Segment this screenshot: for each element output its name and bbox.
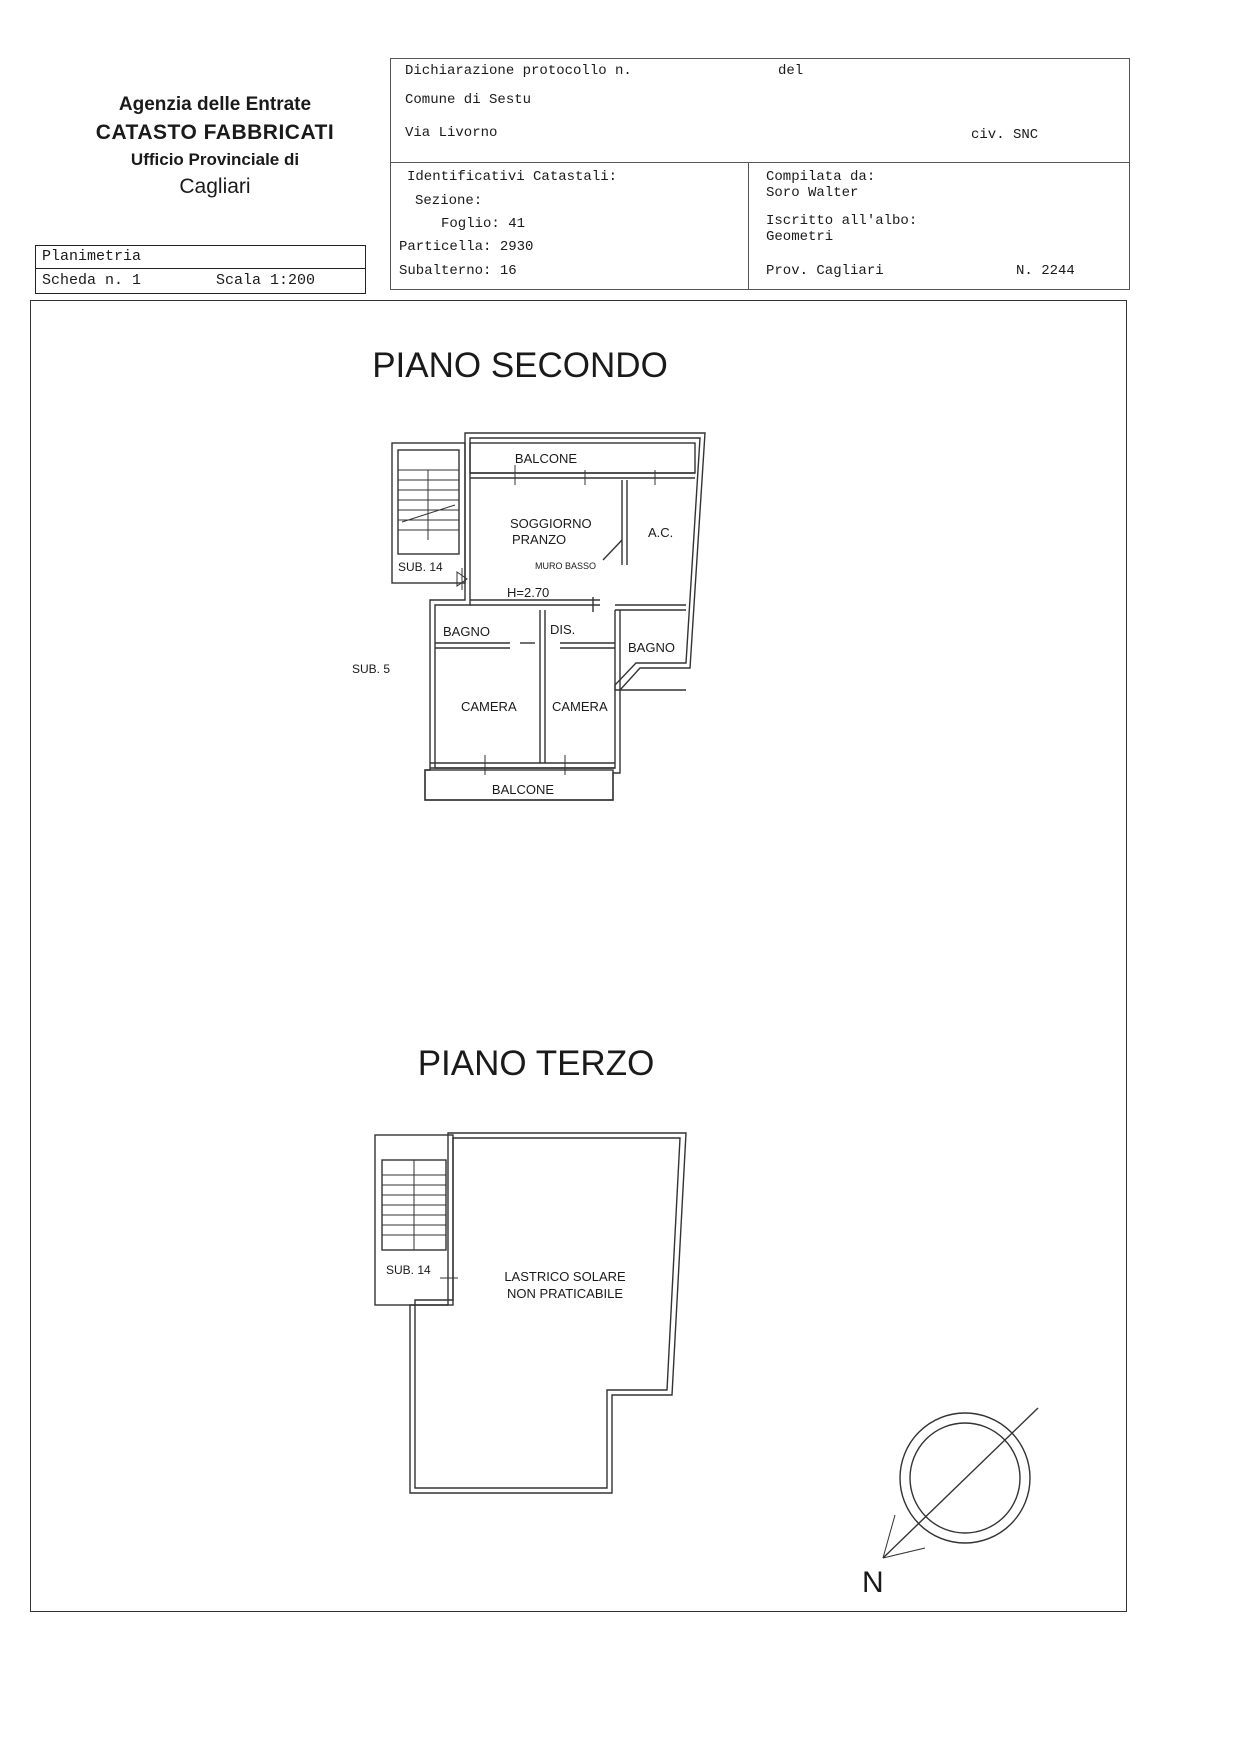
label-camera-left: CAMERA xyxy=(461,699,517,714)
del-label: del xyxy=(778,63,804,79)
comune-label: Comune di Sestu xyxy=(405,92,532,108)
label-sub14-third: SUB. 14 xyxy=(386,1263,431,1277)
via-label: Via Livorno xyxy=(405,125,498,141)
agency-name: Agenzia delle Entrate xyxy=(118,94,312,115)
label-lastrico-2: NON PRATICABILE xyxy=(506,1286,624,1301)
north-label: N xyxy=(862,1566,884,1599)
compilata-label: Compilata da: xyxy=(766,169,876,185)
label-bagno-right: BAGNO xyxy=(628,640,675,655)
stair-steps-second xyxy=(398,470,459,540)
label-pranzo: PRANZO xyxy=(512,532,567,547)
iscritto-value: Geometri xyxy=(766,229,834,245)
office-label: Ufficio Provinciale di xyxy=(130,150,300,169)
label-sub5: SUB. 5 xyxy=(352,662,391,676)
apartment-inner-outline-second xyxy=(435,438,700,768)
scheda-number: Scheda n. 1 xyxy=(42,272,142,289)
iscritto-label: Iscritto all'albo: xyxy=(766,213,918,229)
label-sub14-second: SUB. 14 xyxy=(398,560,443,574)
planimetria-title: Planimetria xyxy=(42,248,142,265)
subalterno-label: Subalterno: 16 xyxy=(399,263,517,279)
compilata-name: Soro Walter xyxy=(766,185,859,201)
plan-second-title: PIANO SECONDO xyxy=(372,346,668,385)
label-soggiorno: SOGGIORNO xyxy=(510,516,592,531)
foglio-label: Foglio: 41 xyxy=(441,216,526,232)
catasto-title: CATASTO FABBRICATI xyxy=(95,121,335,144)
stair-steps-third xyxy=(382,1160,446,1250)
registration-number: N. 2244 xyxy=(1016,263,1075,279)
apartment-outline-second xyxy=(425,433,705,800)
label-balcone-top: BALCONE xyxy=(514,451,578,466)
sezione-label: Sezione: xyxy=(415,193,483,209)
province-label: Prov. Cagliari xyxy=(766,263,884,279)
label-ac: A.C. xyxy=(648,525,674,540)
plan-third-title: PIANO TERZO xyxy=(417,1044,655,1083)
label-dis: DIS. xyxy=(550,622,576,637)
civ-label: civ. SNC xyxy=(971,127,1039,143)
label-height: H=2.70 xyxy=(507,585,550,600)
scale-label: Scala 1:200 xyxy=(216,272,316,289)
identificativi-label: Identificativi Catastali: xyxy=(407,169,618,185)
roof-outline xyxy=(410,1133,686,1493)
label-lastrico-1: LASTRICO SOLARE xyxy=(504,1269,626,1284)
balcony-top xyxy=(470,443,695,473)
label-bagno-left: BAGNO xyxy=(443,624,490,639)
compass-needle xyxy=(883,1408,1038,1558)
protocol-label: Dichiarazione protocollo n. xyxy=(405,63,632,79)
office-city: Cagliari xyxy=(179,175,251,198)
label-camera-right: CAMERA xyxy=(552,699,608,714)
label-muro-basso: MURO BASSO xyxy=(535,561,597,571)
roof-inner-outline xyxy=(415,1138,680,1488)
label-balcone-bottom: BALCONE xyxy=(491,782,555,797)
particella-label: Particella: 2930 xyxy=(399,239,534,255)
